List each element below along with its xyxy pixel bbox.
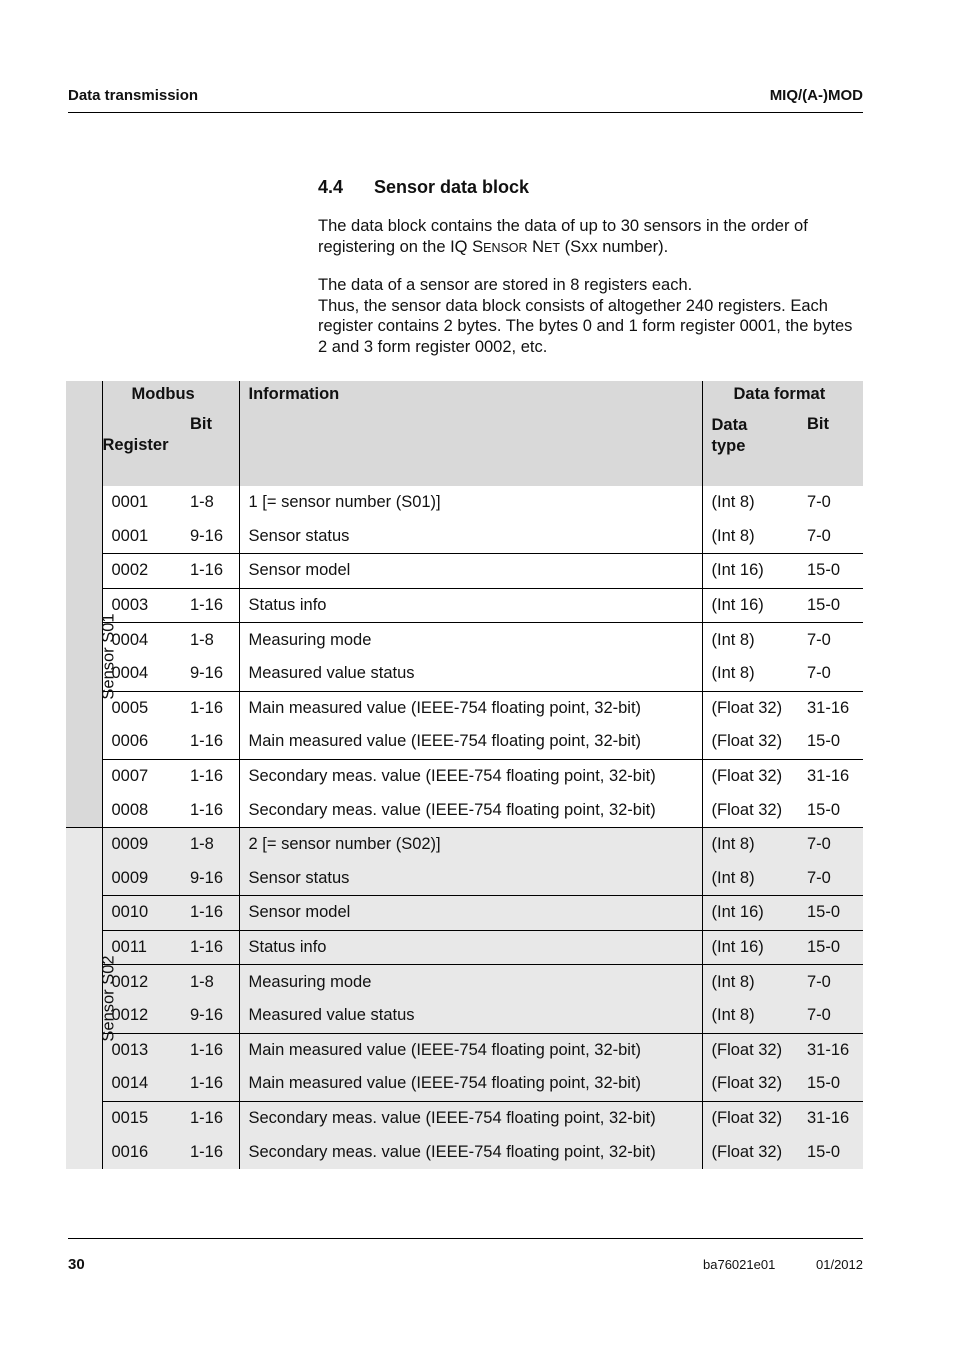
- table-row: [66, 1067, 863, 1101]
- register-cell: 0015: [102, 1101, 182, 1135]
- header-information: Information: [239, 381, 702, 415]
- bit-cell: 9-16: [182, 862, 239, 896]
- document-date: 01/2012: [816, 1257, 863, 1272]
- register-cell: 0004: [102, 657, 182, 691]
- information-cell: Measuring mode: [239, 965, 702, 999]
- register-line-1: The data of a sensor are stored in 8 registers each.: [318, 276, 693, 294]
- bit-cell: 1-8: [182, 623, 239, 657]
- data-type-cell: (Int 8): [702, 862, 798, 896]
- bit-cell: 1-8: [190, 493, 214, 512]
- information-cell: Status info: [239, 588, 702, 623]
- format-bit-cell: 7-0: [798, 999, 863, 1033]
- information-cell: Measured value status: [239, 999, 702, 1033]
- register-cell: 0001: [102, 520, 182, 554]
- register-line-2: Thus, the sensor data block consists of altogether 240 registers. Each register contains 2 bytes. The bytes 0 and 1 form register 0001, the bytes 2 and 3 form register 0002, etc.: [318, 296, 853, 356]
- information-cell: Main measured value (IEEE-754 floating point, 32-bit): [239, 725, 702, 759]
- data-type-cell: (Int 8): [702, 965, 798, 999]
- section-number: 4.4: [318, 177, 344, 197]
- bit-cell: 1-16: [190, 732, 224, 751]
- register-cell: 0007: [102, 759, 182, 793]
- bit-cell: 9-16: [182, 999, 239, 1033]
- register-cell: 0002: [102, 554, 182, 589]
- data-type-cell: (Float 32): [702, 1101, 798, 1135]
- data-type-cell: (Int 8): [702, 999, 798, 1033]
- information-cell: Measuring mode: [239, 623, 702, 657]
- bit-cell: 1-16: [182, 1101, 239, 1135]
- register-cell: 0009: [102, 862, 182, 896]
- header-modbus: Modbus: [102, 381, 239, 415]
- register-cell: 0004: [102, 623, 182, 657]
- information-cell: Measured value status: [239, 657, 702, 691]
- data-type-cell: (Float 32): [702, 793, 798, 827]
- format-bit-cell: 15-0: [807, 732, 841, 751]
- running-header-right: MIQ/(A-)MOD: [769, 87, 863, 104]
- data-type-cell: (Int 8): [702, 520, 798, 554]
- header-format-bit: Bit: [798, 415, 863, 486]
- bit-cell: 1-16: [182, 930, 239, 965]
- bit-cell: 9-16: [190, 664, 224, 683]
- brand-n-rest: ET: [544, 240, 561, 255]
- footer-rule: [68, 1238, 863, 1239]
- bit-cell: 1-16: [182, 896, 239, 931]
- table-row: [66, 1135, 863, 1169]
- header-bit: Bit: [182, 415, 239, 486]
- format-bit-cell: 7-0: [798, 623, 863, 657]
- register-paragraph: [318, 275, 863, 357]
- table-row: [66, 930, 863, 965]
- bit-cell: 1-16: [182, 1033, 239, 1067]
- data-type-cell: (Float 32): [702, 1135, 798, 1169]
- data-type-cell: (Int 8): [702, 486, 798, 520]
- register-cell: 0003: [102, 588, 182, 623]
- header-data-format: Data format: [702, 381, 863, 415]
- information-cell: Secondary meas. value (IEEE-754 floating point, 32-bit): [239, 1101, 702, 1135]
- information-cell: Secondary meas. value (IEEE-754 floating point, 32-bit): [239, 1135, 702, 1169]
- intro-text-before: The data block contains the data of up to 30 sensors in the order of registering on the IQ: [318, 217, 808, 256]
- table-row: [66, 520, 863, 554]
- intro-paragraph: [318, 216, 863, 258]
- table-row: [66, 999, 863, 1033]
- data-type-cell: (Float 32): [702, 759, 798, 793]
- information-cell: Status info: [239, 930, 702, 965]
- information-cell: 2 [= sensor number (S02)]: [239, 827, 702, 861]
- format-bit-cell: 15-0: [798, 1135, 863, 1169]
- table-row: [66, 827, 863, 861]
- table-row: [66, 554, 863, 589]
- table-body: [66, 486, 863, 1169]
- format-bit-cell: 15-0: [807, 800, 841, 819]
- sensor-data-table: [66, 381, 863, 1169]
- information-cell: Secondary meas. value (IEEE-754 floating point, 32-bit): [239, 759, 702, 793]
- table-row: [66, 486, 863, 520]
- data-type-cell: (Float 32): [702, 725, 798, 759]
- table-row: [66, 725, 863, 759]
- data-type-cell: (Float 32): [702, 1067, 798, 1101]
- table-row: [66, 862, 863, 896]
- table-row: [66, 965, 863, 999]
- data-type-cell: (Int 16): [702, 554, 798, 589]
- format-bit-cell: 7-0: [807, 493, 831, 512]
- format-bit-cell: 15-0: [798, 1067, 863, 1101]
- data-type-cell: (Float 32): [702, 691, 798, 725]
- data-type-cell: (Int 8): [702, 827, 798, 861]
- bit-cell: 1-16: [182, 1067, 239, 1101]
- format-bit-cell: 15-0: [798, 896, 863, 931]
- bit-cell: 9-16: [190, 526, 224, 545]
- register-cell: 0001: [102, 486, 182, 520]
- table-row: [66, 793, 863, 827]
- data-type-cell: (Int 16): [702, 896, 798, 931]
- data-type-cell: (Int 8): [702, 657, 798, 691]
- table-row: [66, 759, 863, 793]
- sensor-group-text: Sensor S02: [99, 955, 118, 1042]
- bit-cell: 1-8: [182, 965, 239, 999]
- register-cell: 0012: [102, 965, 182, 999]
- table-row: [66, 588, 863, 623]
- register-cell: 0012: [102, 999, 182, 1033]
- information-cell: Sensor status: [239, 862, 702, 896]
- data-type-cell: (Int 16): [702, 588, 798, 623]
- format-bit-cell: 15-0: [798, 554, 863, 589]
- format-bit-cell: 31-16: [798, 759, 863, 793]
- format-bit-cell: 7-0: [807, 664, 831, 683]
- format-bit-cell: 31-16: [798, 691, 863, 725]
- section-title: Sensor data block: [374, 177, 530, 197]
- register-cell: 0016: [102, 1135, 182, 1169]
- bit-cell: 1-16: [182, 759, 239, 793]
- data-type-cell: (Float 32): [702, 1033, 798, 1067]
- information-cell: Main measured value (IEEE-754 floating point, 32-bit): [239, 1067, 702, 1101]
- register-cell: 0009: [102, 827, 182, 861]
- information-cell: Sensor model: [239, 896, 702, 931]
- information-cell: Secondary meas. value (IEEE-754 floating point, 32-bit): [239, 793, 702, 827]
- sensor-group-text: Sensor S01: [99, 613, 118, 700]
- data-type-cell: (Int 8): [702, 623, 798, 657]
- header-blank-cell: [66, 381, 102, 486]
- register-cell: 0005: [102, 691, 182, 725]
- table-row: [66, 691, 863, 725]
- page-number: 30: [68, 1256, 85, 1273]
- section-heading: [318, 177, 529, 198]
- table-row: [66, 1101, 863, 1135]
- brand-s-cap: S: [472, 237, 484, 256]
- header-register: Register: [102, 415, 182, 486]
- format-bit-cell: 7-0: [798, 827, 863, 861]
- intro-text-after: (Sxx number).: [560, 237, 669, 256]
- brand-s-rest: ENSOR: [483, 240, 528, 255]
- information-cell: Main measured value (IEEE-754 floating point, 32-bit): [239, 1033, 702, 1067]
- brand-n-cap: N: [532, 237, 545, 256]
- information-cell: 1 [= sensor number (S01)]: [239, 486, 702, 520]
- register-cell: 0011: [102, 930, 182, 965]
- bit-cell: 1-16: [182, 1135, 239, 1169]
- running-header-left: Data transmission: [68, 87, 199, 104]
- format-bit-cell: 15-0: [798, 588, 863, 623]
- format-bit-cell: 15-0: [798, 930, 863, 965]
- register-cell: 0010: [102, 896, 182, 931]
- bit-cell: 1-16: [182, 554, 239, 589]
- register-cell: 0013: [102, 1033, 182, 1067]
- header-data-type: Data type: [702, 415, 798, 486]
- register-cell: 0014: [102, 1067, 182, 1101]
- format-bit-cell: 31-16: [798, 1033, 863, 1067]
- table-row: [66, 896, 863, 931]
- document-id: ba76021e01: [703, 1257, 776, 1272]
- information-cell: Sensor status: [239, 520, 702, 554]
- register-cell: 0006: [102, 725, 182, 759]
- header-info-blank: [239, 415, 702, 486]
- format-bit-cell: 7-0: [798, 965, 863, 999]
- register-cell: 0008: [102, 793, 182, 827]
- bit-cell: 1-16: [182, 588, 239, 623]
- table-row: [66, 623, 863, 657]
- header-rule: [68, 112, 863, 113]
- bit-cell: 1-8: [182, 827, 239, 861]
- information-cell: Main measured value (IEEE-754 floating point, 32-bit): [239, 691, 702, 725]
- information-cell: Sensor model: [239, 554, 702, 589]
- bit-cell: 1-16: [182, 691, 239, 725]
- data-type-cell: (Int 16): [702, 930, 798, 965]
- format-bit-cell: 7-0: [807, 526, 831, 545]
- bit-cell: 1-16: [190, 800, 224, 819]
- sensor-group-label: [66, 827, 118, 1168]
- table-row: [66, 1033, 863, 1067]
- format-bit-cell: 7-0: [798, 862, 863, 896]
- format-bit-cell: 31-16: [798, 1101, 863, 1135]
- table-row: [66, 657, 863, 691]
- sensor-group-label: [66, 486, 118, 827]
